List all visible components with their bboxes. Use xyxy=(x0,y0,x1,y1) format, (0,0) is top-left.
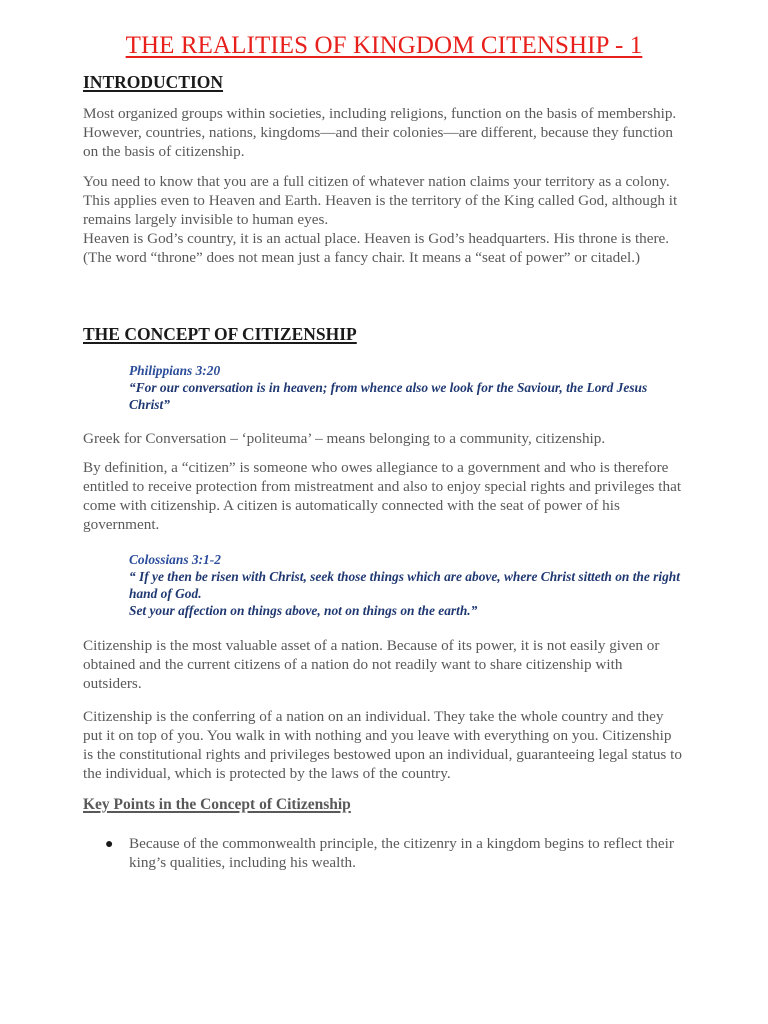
scripture-quote-colossians xyxy=(129,551,689,619)
heading-introduction: INTRODUCTION xyxy=(83,72,224,92)
intro-paragraph-3: Heaven is God’s country, it is an actual place. Heaven is God’s headquarters. His throne is there. (The word “throne” does not mean just a fancy chair. It means a “seat of power” or citadel.) xyxy=(83,230,670,266)
scripture-reference: Philippians 3:20 xyxy=(129,363,221,378)
intro-paragraph-2: You need to know that you are a full citizen of whatever nation claims your territory as a colony. This applies even to Heaven and Earth. Heaven is the territory of the King called God, although it remains largely invisible to human eyes. xyxy=(83,173,678,228)
scripture-text-line-1: “ If ye then be risen with Christ, seek those things which are above, where Christ sitteth on the right hand of God. xyxy=(129,569,680,601)
concept-paragraph-2: By definition, a “citizen” is someone who owes allegiance to a government and who is therefore entitled to receive protection from mistreatment and also to enjoy special rights and privileges that come with citizenship. A citizen is automatically connected with the seat of power of his government. xyxy=(83,459,682,533)
heading-concept-of-citizenship: THE CONCEPT OF CITIZENSHIP xyxy=(83,324,357,344)
scripture-reference: Colossians 3:1-2 xyxy=(129,552,221,567)
intro-paragraph-1: Most organized groups within societies, including religions, function on the basis of membership. However, countries, nations, kingdoms—and their colonies—are different, because they function on the basis of citizenship. xyxy=(83,105,677,160)
heading-key-points: Key Points in the Concept of Citizenship xyxy=(83,796,351,813)
scripture-text-line-2: Set your affection on things above, not on things on the earth.” xyxy=(129,603,478,618)
list-item-text: Because of the commonwealth principle, the citizenry in a kingdom begins to reflect their king’s qualities, including his wealth. xyxy=(129,835,674,871)
bullet-icon: ● xyxy=(105,837,114,852)
scripture-quote-philippians xyxy=(129,362,689,413)
document-title: THE REALITIES OF KINGDOM CITENSHIP - 1 xyxy=(125,32,643,59)
concept-paragraph-1: Greek for Conversation – ‘politeuma’ – means belonging to a community, citizenship. xyxy=(83,430,606,447)
concept-paragraph-4: Citizenship is the conferring of a nation on an individual. They take the whole country and they put it on top of you. You walk in with nothing and you leave with everything on you. Citizenship is the constitutional rights and privileges bestowed upon an individual, guaranteeing legal status to the individual, which is protected by the laws of the country. xyxy=(83,708,682,782)
concept-paragraph-3: Citizenship is the most valuable asset of a nation. Because of its power, it is not easily given or obtained and the current citizens of a nation do not readily want to share citizenship with outsiders. xyxy=(83,637,660,692)
scripture-text: “For our conversation is in heaven; from whence also we look for the Saviour, the Lord Jesus Christ” xyxy=(129,380,648,412)
